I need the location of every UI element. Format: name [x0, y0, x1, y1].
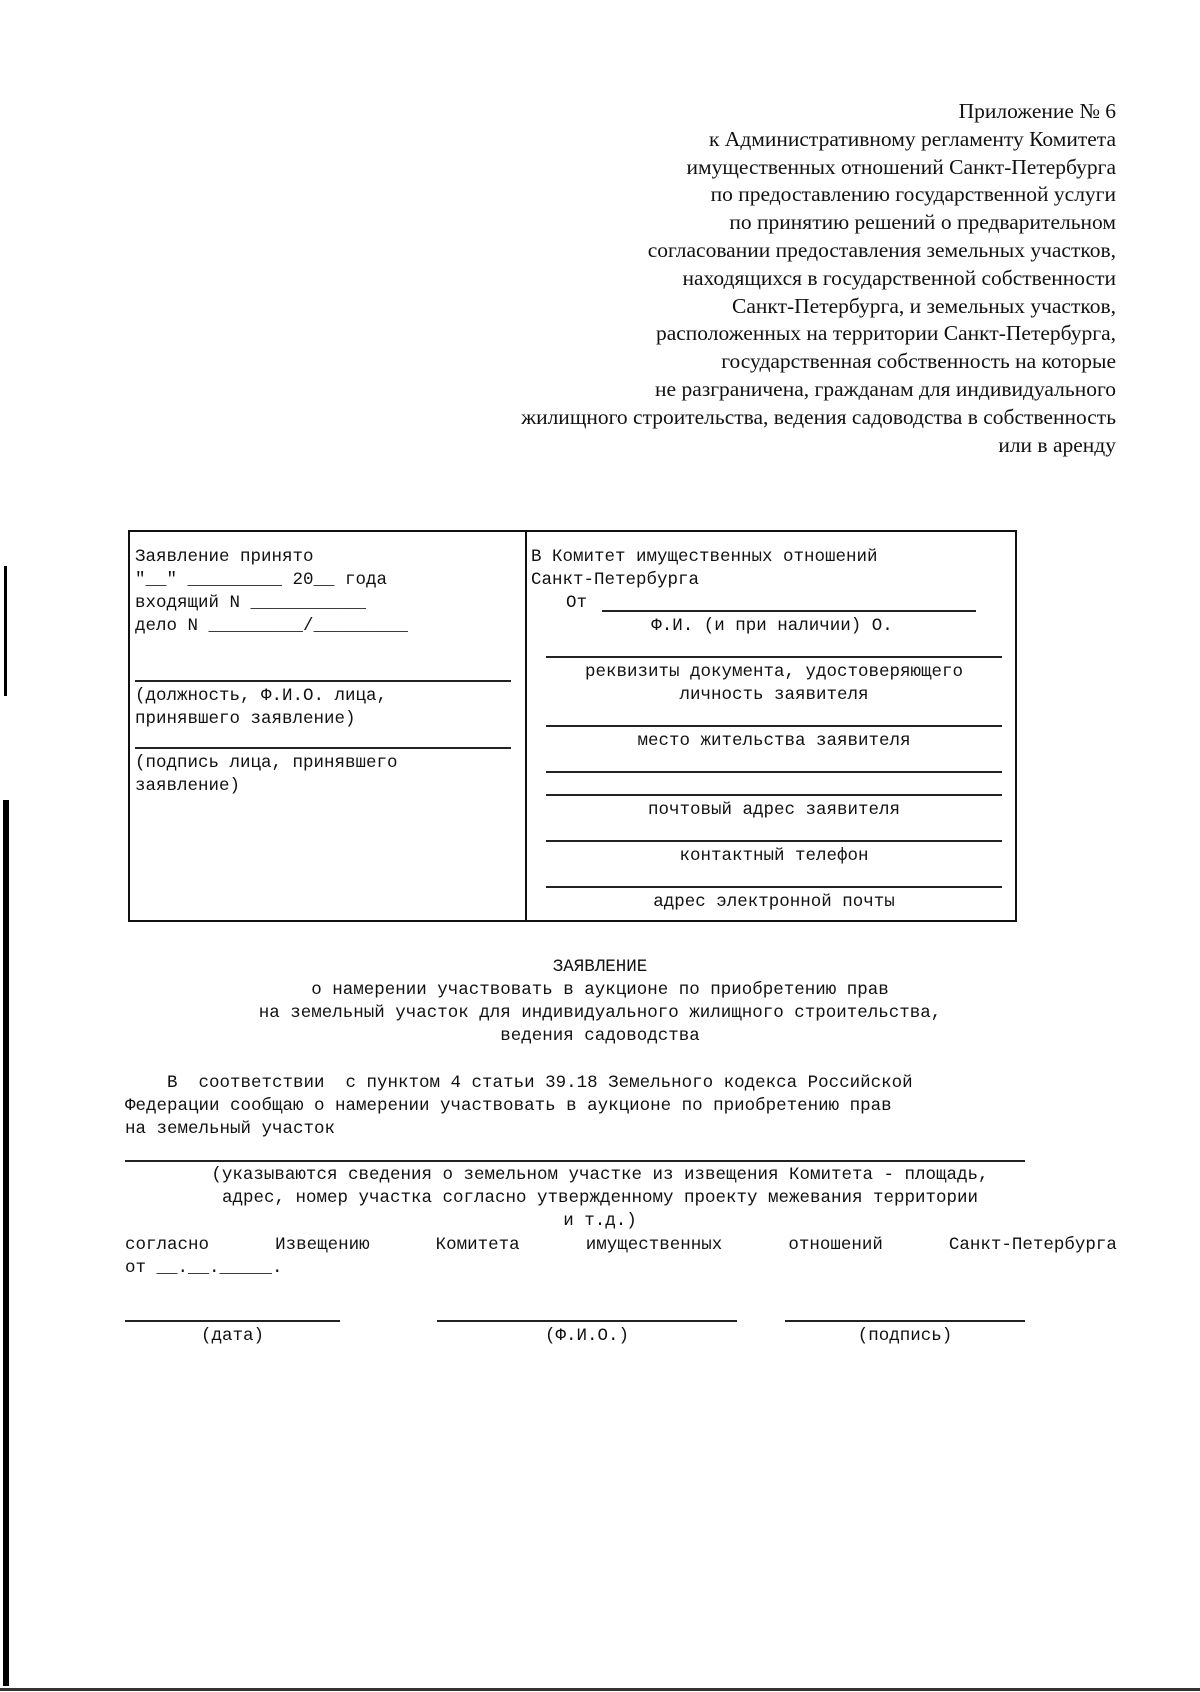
from-label: От: [566, 593, 588, 613]
fio-caption: (Ф.И.О.): [544, 1326, 629, 1346]
appendix-header: [376, 98, 1116, 459]
date-caption: (дата): [200, 1326, 264, 1346]
appendix-line: Приложение № 6: [958, 99, 1116, 123]
land-plot-hint: и т.д.): [563, 1211, 637, 1231]
addressee-line: Санкт-Петербурга: [531, 570, 700, 590]
appendix-line: Санкт-Петербурга, и земельных участков,: [732, 293, 1116, 318]
land-plot-hint: (указываются сведения о земельном участке из извещения Комитета - площадь,: [211, 1165, 989, 1185]
scan-edge-mark: [4, 566, 7, 696]
phone-caption: контактный телефон: [679, 846, 869, 866]
land-plot-hint: адрес, номер участка согласно утвержденному проекту межевания территории: [221, 1188, 979, 1208]
position-caption: принявшего заявление): [135, 709, 356, 729]
application-subtitle: ведения садоводства: [500, 1026, 700, 1046]
signature-caption: заявление): [135, 776, 241, 796]
application-subtitle: о намерении участвовать в аукционе по приобретению прав: [311, 980, 889, 1000]
notice-word: Комитета: [435, 1235, 520, 1255]
appendix-line: расположенных на территории Санкт-Петербурга,: [655, 321, 1116, 346]
incoming-number-field[interactable]: входящий N ___________: [135, 593, 367, 613]
box-column-divider: [525, 532, 527, 920]
identity-doc-caption: личность заявителя: [679, 685, 869, 705]
notice-word: Извещению: [275, 1235, 370, 1255]
applicant-name-line[interactable]: [602, 610, 976, 612]
appendix-line: жилищного строительства, ведения садоводства в собственность: [521, 404, 1116, 429]
appendix-line: согласовании предоставления земельных участков,: [647, 237, 1116, 262]
scan-edge-mark: [3, 800, 9, 1686]
appendix-line: находящихся в государственной собственности: [682, 265, 1116, 290]
body-text-line: В соответствии с пунктом 4 статьи 39.18 Земельного кодекса Российской: [125, 1073, 913, 1093]
notice-word: Санкт-Петербурга: [948, 1235, 1117, 1255]
postal-address-line[interactable]: [546, 794, 1002, 796]
identity-document-line[interactable]: [546, 656, 1002, 658]
email-line[interactable]: [546, 886, 1002, 888]
land-plot-details-line[interactable]: [125, 1160, 1025, 1162]
application-title: ЗАЯВЛЕНИЕ: [552, 957, 648, 977]
fio-signature-line[interactable]: [437, 1320, 737, 1322]
personal-signature-line[interactable]: [785, 1320, 1025, 1322]
notice-reference-line: [125, 1234, 1117, 1257]
email-caption: адрес электронной почты: [653, 892, 895, 912]
date-signature-line[interactable]: [125, 1320, 340, 1322]
appendix-line: не разграничена, гражданам для индивидуального: [655, 376, 1116, 401]
appendix-line: по предоставлению государственной услуги: [710, 182, 1116, 207]
position-caption: (должность, Ф.И.О. лица,: [135, 686, 388, 706]
appendix-line: по принятию решений о предварительном: [729, 210, 1116, 235]
appendix-line: или в аренду: [998, 432, 1116, 457]
notice-date-field[interactable]: от __.__._____.: [125, 1258, 283, 1278]
fio-caption: Ф.И. (и при наличии) О.: [651, 616, 893, 636]
addressee-line: В Комитет имущественных отношений: [531, 547, 878, 567]
signature-line[interactable]: [135, 747, 511, 749]
case-number-field[interactable]: дело N _________/_________: [135, 616, 409, 636]
appendix-line: к Административному регламенту Комитета: [708, 126, 1116, 151]
accepted-label: Заявление принято: [135, 547, 314, 567]
postal-caption: почтовый адрес заявителя: [647, 800, 901, 820]
signature-caption: (подпись лица, принявшего: [135, 753, 398, 773]
signature-caption: (подпись): [857, 1326, 953, 1346]
notice-word: согласно: [125, 1235, 210, 1255]
application-subtitle: на земельный участок для индивидуального жилищного строительства,: [258, 1003, 942, 1023]
notice-word: имущественных: [585, 1235, 723, 1255]
intake-box: [128, 530, 1017, 922]
residence-line[interactable]: [546, 725, 1002, 727]
identity-doc-caption: реквизиты документа, удостоверяющего: [584, 662, 964, 682]
residence-extra-line[interactable]: [546, 771, 1002, 773]
phone-line[interactable]: [546, 840, 1002, 842]
notice-word: отношений: [788, 1235, 883, 1255]
appendix-line: государственная собственность на которые: [721, 349, 1116, 374]
accepted-date-field[interactable]: "__" _________ 20__ года: [135, 570, 388, 590]
position-signature-line[interactable]: [135, 680, 511, 682]
residence-caption: место жительства заявителя: [637, 731, 911, 751]
body-text-line: Федерации сообщаю о намерении участвовать в аукционе по приобретению прав: [125, 1096, 892, 1116]
scan-bottom-edge: [0, 1688, 1200, 1691]
appendix-line: имущественных отношений Санкт-Петербурга: [686, 154, 1116, 179]
body-text-line: на земельный участок: [125, 1119, 336, 1139]
